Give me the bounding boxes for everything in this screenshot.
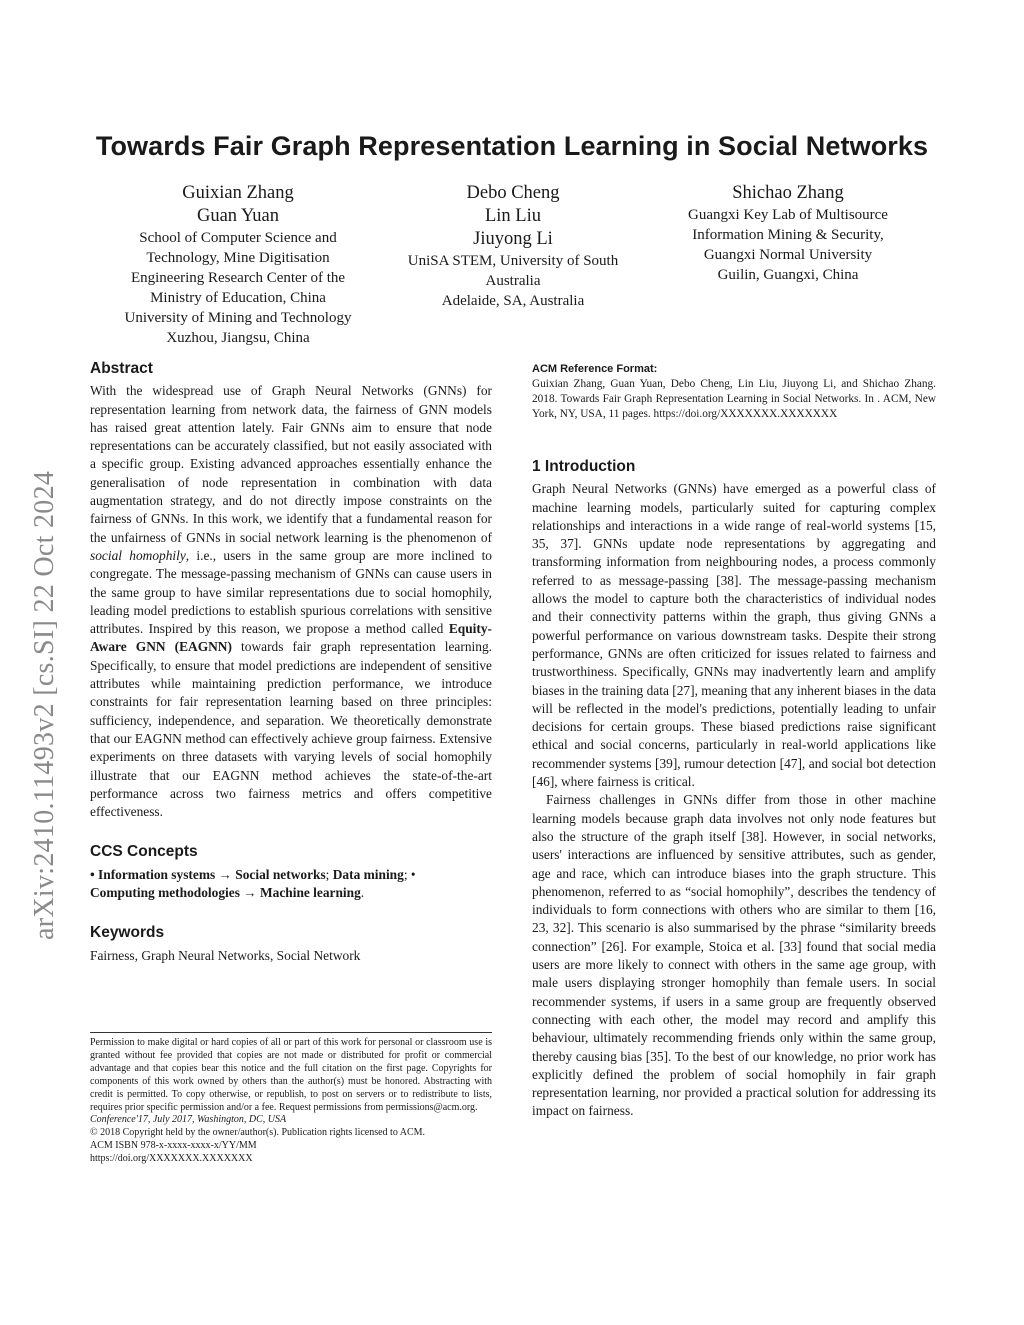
abstract-emphasis: social homophily	[90, 547, 186, 563]
author-name: Debo Cheng	[466, 183, 560, 203]
paper-title: Towards Fair Graph Representation Learning in Social Networks	[95, 131, 929, 161]
keywords-text: Fairness, Graph Neural Networks, Social Network	[90, 947, 361, 963]
affiliation-line: Adelaide, SA, Australia	[441, 293, 585, 309]
acm-reference-text: Guixian Zhang, Guan Yuan, Debo Cheng, Lin Liu, Jiuyong Li, and Shichao Zhang. 2018. Towards Fair Graph Representation Learning in Social Networks. In . ACM, New York, NY, USA, 11 pages. https://doi.org/XXXXXXX.XXXXXXX	[532, 378, 936, 420]
arxiv-stamp: arXiv:2410.11493v2 [cs.SI] 22 Oct 2024	[29, 470, 60, 940]
affiliation-line: University of Mining and Technology	[124, 310, 352, 326]
copyright-line: © 2018 Copyright held by the owner/author(s). Publication rights licensed to ACM.	[90, 1127, 426, 1139]
affiliation-line: Guangxi Key Lab of Multisource	[688, 207, 888, 223]
author-block-1	[100, 182, 376, 348]
author-name: Jiuyong Li	[473, 229, 553, 249]
affiliation-line: Technology, Mine Digitisation	[146, 250, 330, 266]
conference-info: Conference'17, July 2017, Washington, DC, USA	[90, 1114, 287, 1126]
ccs-heading: CCS Concepts	[90, 843, 198, 861]
abstract-heading: Abstract	[90, 360, 153, 377]
isbn-line: ACM ISBN 978-x-xxxx-xxxx-x/YY/MM	[90, 1140, 257, 1152]
affiliation-line: Guangxi Normal University	[703, 247, 873, 263]
affiliation-line: UniSA STEM, University of South	[407, 253, 619, 269]
affiliation-line: Xuzhou, Jiangsu, China	[166, 330, 310, 346]
right-column	[532, 362, 936, 1121]
keywords-heading: Keywords	[90, 924, 165, 942]
method-name: Equity-Aware GNN (EAGNN)	[90, 621, 492, 655]
author-name: Lin Liu	[484, 206, 541, 226]
abstract-text: With the widespread use of Graph Neural Networks (GNNs) for representation learning from network data, the fairness of GNN models has raised great attention lately. Fair GNNs aim to ensure that node representations can be accurately classified, but not easily associated with a specific group. Existing advanced approaches essentially enhance the generalisation of node representation in combination with data augmentation strategy, and do not directly impose constraints on the fairness of GNNs. In this work, we identify that a fundamental reason for the unfairness of GNNs in social network learning is the phenomenon of social homophily, i.e., users in the same group are more inclined to congregate. The message-passing mechanism of GNNs can cause users in the same group to have similar representations due to social homophily, leading model predictions to establish spurious correlations with sensitive attributes. Inspired by this reason, we propose a method called Equity-Aware GNN (EAGNN) towards fair graph representation learning. Specifically, to ensure that model predictions are independent of sensitive attributes while maintaining prediction performance, we introduce constraints for fair representation learning based on three principles: sufficiency, independence, and separation. We theoretically demonstrate that our EAGNN method can effectively achieve group fairness. Extensive experiments on three datasets with varying levels of social homophily illustrate that our EAGNN method achieves the state-of-the-art performance across two fairness metrics and offers competitive effectiveness.	[90, 383, 492, 820]
acm-reference-label: ACM Reference Format:	[532, 363, 658, 375]
intro-paragraph-2: Fairness challenges in GNNs differ from those in other machine learning models because graph data involves not only node features but also the structure of the graph itself [38]. However, in social networks, users' interactions are influenced by sensitive attributes, such as gender, age and race, which can introduce biases into the graph structure. This phenomenon, referred to as “social homophily”, describes the tendency of individuals to form connections with others who are similar to them [16, 23, 32]. This scenario is also summarised by the phrase “similarity breeds connection” [26]. For example, Stoica et al. [33] found that social media users are more likely to connect with others in the same age group, with male users displaying stronger homophily than female users. In social recommender systems, if users in a same group are frequently observed connecting with each other, the model may record and amplify this behaviour, ultimately recommending friends only within the same group, thereby causing bias [35]. To the best of our knowledge, no prior work has explicitly defined the problem of social homophily in fair graph representation learning, nor provided a practical solution for addressing its impact on fairness.	[532, 792, 936, 1119]
affiliation-line: Guilin, Guangxi, China	[717, 267, 859, 283]
left-column	[90, 360, 492, 965]
affiliation-line: Information Mining & Security,	[692, 227, 884, 243]
acm-reference-format	[532, 362, 936, 422]
permission-text: Permission to make digital or hard copies of all or part of this work for personal or classroom use is granted without fee provided that copies are not made or distributed for profit or commercial advantage and that copies bear this notice and the full citation on the first page. Copyrights for components of this work owned by others than the author(s) must be honored. Abstracting with credit is permitted. To copy otherwise, or republish, to post on servers or to redistribute to lists, requires prior specific permission and/or a fee. Request permissions from permissions@acm.org.	[90, 1037, 492, 1113]
affiliation-line: Engineering Research Center of the	[130, 270, 346, 286]
author-name: Shichao Zhang	[732, 183, 844, 203]
affiliation-line: Ministry of Education, China	[150, 290, 326, 306]
author-block-2	[385, 182, 641, 311]
author-name: Guixian Zhang	[182, 183, 294, 203]
doi-line: https://doi.org/XXXXXXX.XXXXXXX	[90, 1153, 253, 1165]
intro-heading: 1 Introduction	[532, 458, 636, 475]
affiliation-line: Australia	[485, 273, 541, 289]
ccs-concepts: • Information systems → Social networks; Data mining; • Computing methodologies → Machine learning.	[90, 866, 416, 901]
intro-paragraph-1: Graph Neural Networks (GNNs) have emerged as a powerful class of machine learning models, particularly suited for capturing complex relationships and interactions in a wide range of real-world systems [15, 35, 37]. GNNs update node representations by aggregating and transforming information from neighbouring nodes, a process commonly referred to as message-passing [38]. The message-passing mechanism allows the model to capture both the characteristics of individual nodes and their connectivity patterns within the graph, thus giving GNNs a powerful performance on various downstream tasks. Despite their strong performance, GNNs are often criticized for issues related to fairness and trustworthiness. Specifically, GNNs may inadvertently learn and amplify biases in the training data [27], meaning that any inherent biases in the data will be reflected in the model's predictions, potentially leading to unfair decisions for certain groups. These biased predictions raise significant ethical and social concerns, particularly in real-world applications like recommender systems [39], rumour detection [47], and social bot detection [46], where fairness is critical.	[532, 481, 936, 790]
author-block-3	[663, 182, 913, 285]
author-name: Guan Yuan	[196, 206, 280, 226]
affiliation-line: School of Computer Science and	[139, 230, 337, 246]
permission-footnote	[90, 1032, 492, 1166]
